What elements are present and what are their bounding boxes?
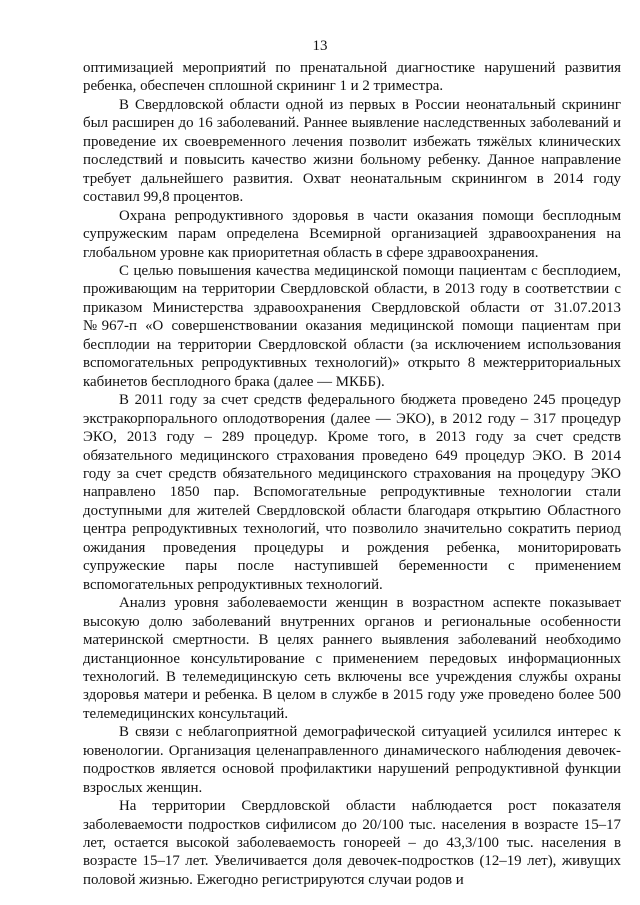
paragraph-adolescent-morbidity: На территории Свердловской области наблюдается рост показателя заболеваемости подростков сифилисом до 20/100 тыс. населения в возрасте 15–17 лет, остается высокой заболеваемость гонореей – до 43,3/100 тыс. населения в возрасте 15–17 лет. Увеличивается доля девочек-подростков (12–19 лет), живущих половой жизнью. Ежегодно регистрируются случаи родов и: [83, 798, 621, 888]
paragraph-neonatal-screening: В Свердловской области одной из первых в России неонатальный скрининг был расширен до 16 заболеваний. Раннее выявление наследственных заболеваний и проведение их своевременного лечения позволит избежать тяжёлых клинических последствий и повысить качество жизни больному ребенку. Данное направление требует дальнейшего развития. Охват неонатальным скринингом в 2014 году составил 99,8 процентов.: [83, 96, 621, 206]
paragraph-infertility-care: С целью повышения качества медицинской помощи пациентам с бесплодием, проживающим на территории Свердловской области, в 2013 году в соответствии с приказом Министерства здравоохранения Свердловской области от 31.07.2013 №967-п «О совершенствовании оказания медицинской помощи пациентам при бесплодии на территории Свердловской области (за исключением использования вспомогательных репродуктивных технологий)» открыто 8 межтерриториальных кабинетов бесплодного брака (далее — МКББ).: [83, 262, 621, 390]
paragraph-ivf-procedures: В 2011 году за счет средств федерального бюджета проведено 245 процедур экстракорпорального оплодотворения (далее — ЭКО), в 2012 году – 317 процедур ЭКО, 2013 году – 289 процедур. Кроме того, в 2013 году за счет средств обязательного медицинского страхования проведено 649 процедур ЭКО. В 2014 году за счет средств обязательного медицинского страхования на процедуру ЭКО направлено 1850 пар. Вспомогательные репродуктивные технологии стали доступными для жителей Свердловской области благодаря открытию Областного центра репродуктивных технологий, что позволило значительно сократить период ожидания проведения процедуры и рождения ребенка, мониторировать супружеские пары после наступившей беременности с применением вспомогательных репродуктивных технологий.: [83, 392, 621, 593]
paragraph-juvenology: В связи с неблагоприятной демографической ситуацией усилился интерес к ювенологии. Организация целенаправленного динамического наблюдения девочек-подростков является основой профилактики нарушений репродуктивной функции взрослых женщин.: [83, 724, 621, 796]
body-text: [83, 59, 621, 889]
paragraph-telemedicine: Анализ уровня заболеваемости женщин в возрастном аспекте показывает высокую долю заболеваний внутренних органов и региональные особенности материнской смертности. В целях раннего выявления заболеваний необходимо дистанционное консультирование с применением передовых информационных технологий. В телемедицинскую сеть включены все учреждения службы охраны здоровья матери и ребенка. В целом в службе в 2015 году уже проведено более 500 телемедицинских консультаций.: [83, 595, 621, 722]
paragraph-reproductive-health: Охрана репродуктивного здоровья в части оказания помощи бесплодным супружеским парам определена Всемирной организацией здравоохранения на глобальном уровне как приоритетная область в сфере здравоохранения.: [83, 207, 621, 261]
paragraph-continuation: оптимизацией мероприятий по пренатальной диагностике нарушений развития ребенка, обеспечен сплошной скрининг 1 и 2 триместра.: [83, 60, 621, 95]
page-number: 13: [312, 38, 328, 54]
